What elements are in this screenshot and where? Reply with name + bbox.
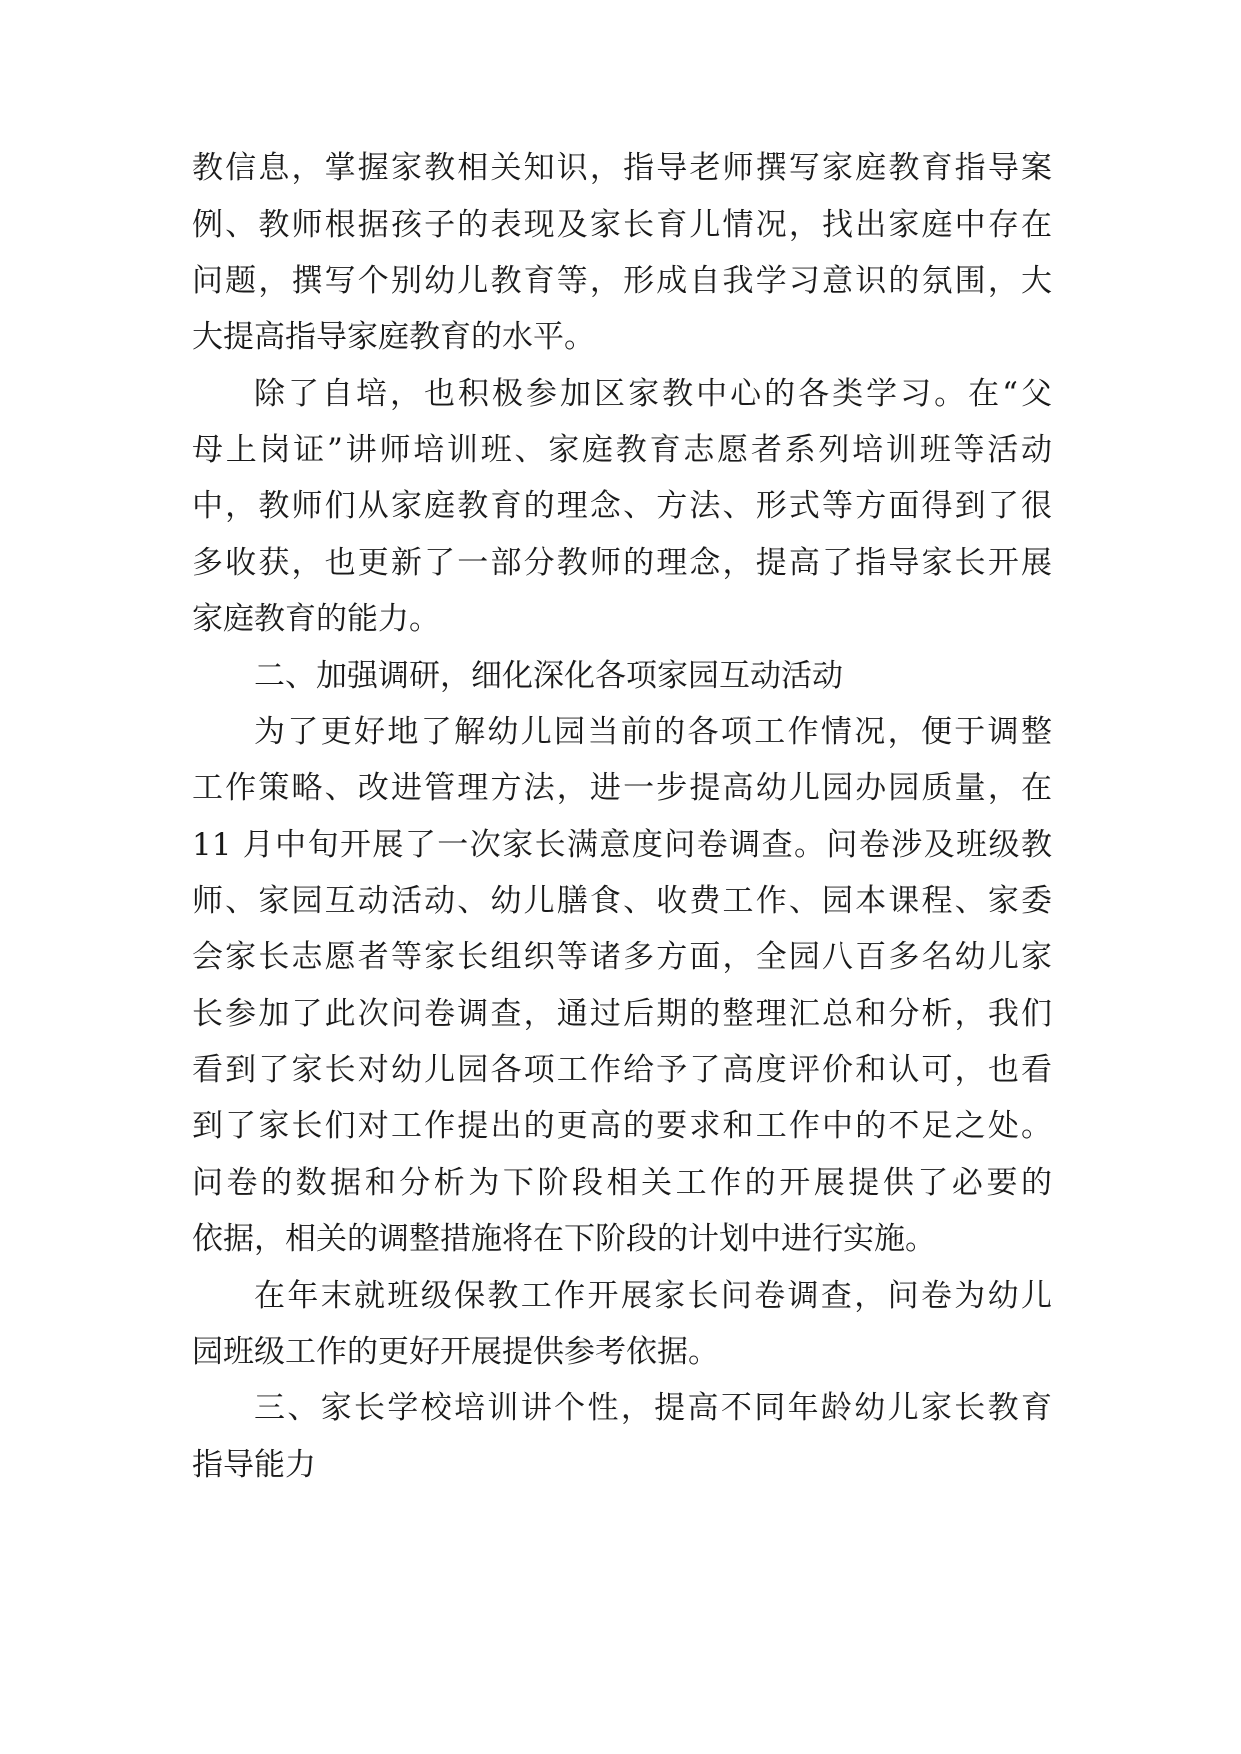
text-line: 中，教师们从家庭教育的理念、方法、形式等方面得到了很 <box>192 488 1052 524</box>
text-line: 依据，相关的调整措施将在下阶段的计划中进行实施。 <box>192 1221 936 1257</box>
text-line: 园班级工作的更好开展提供参考依据。 <box>192 1334 719 1370</box>
text-line: 在年末就班级保教工作开展家长问卷调查，问卷为幼儿 <box>254 1278 1052 1314</box>
text-line: 会家长志愿者等家长组织等诸多方面，全园八百多名幼儿家 <box>192 939 1052 975</box>
text-line: 到了家长们对工作提出的更高的要求和工作中的不足之处。 <box>192 1108 1052 1144</box>
text-line: 问卷的数据和分析为下阶段相关工作的开展提供了必要的 <box>192 1165 1052 1201</box>
text-line: 家庭教育的能力。 <box>192 601 440 637</box>
text-line: 工作策略、改进管理方法，进一步提高幼儿园办园质量，在 <box>192 770 1052 806</box>
text-line: 11 月中旬开展了一次家长满意度问卷调查。问卷涉及班级教 <box>192 827 1052 863</box>
text-line: 多收获，也更新了一部分教师的理念，提高了指导家长开展 <box>192 545 1052 581</box>
text-line: 看到了家长对幼儿园各项工作给予了高度评价和认可，也看 <box>192 1052 1052 1088</box>
section-heading: 二、加强调研，细化深化各项家园互动活动 <box>254 658 843 694</box>
text-line: 例、教师根据孩子的表现及家长育儿情况，找出家庭中存在 <box>192 207 1052 243</box>
text-line: 母上岗证”讲师培训班、家庭教育志愿者系列培训班等活动 <box>192 432 1052 468</box>
text-line: 长参加了此次问卷调查，通过后期的整理汇总和分析，我们 <box>192 996 1052 1032</box>
text-line: 除了自培，也积极参加区家教中心的各类学习。在“父 <box>254 376 1052 412</box>
section-heading: 三、家长学校培训讲个性，提高不同年龄幼儿家长教育 <box>254 1390 1052 1426</box>
text-line: 师、家园互动活动、幼儿膳食、收费工作、园本课程、家委 <box>192 883 1052 919</box>
text-line: 为了更好地了解幼儿园当前的各项工作情况，便于调整 <box>254 714 1052 750</box>
text-line: 教信息，掌握家教相关知识，指导老师撰写家庭教育指导案 <box>192 150 1052 186</box>
text-line: 问题，撰写个别幼儿教育等，形成自我学习意识的氛围，大 <box>192 263 1052 299</box>
section-heading: 指导能力 <box>192 1447 316 1483</box>
text-line: 大提高指导家庭教育的水平。 <box>192 319 595 355</box>
